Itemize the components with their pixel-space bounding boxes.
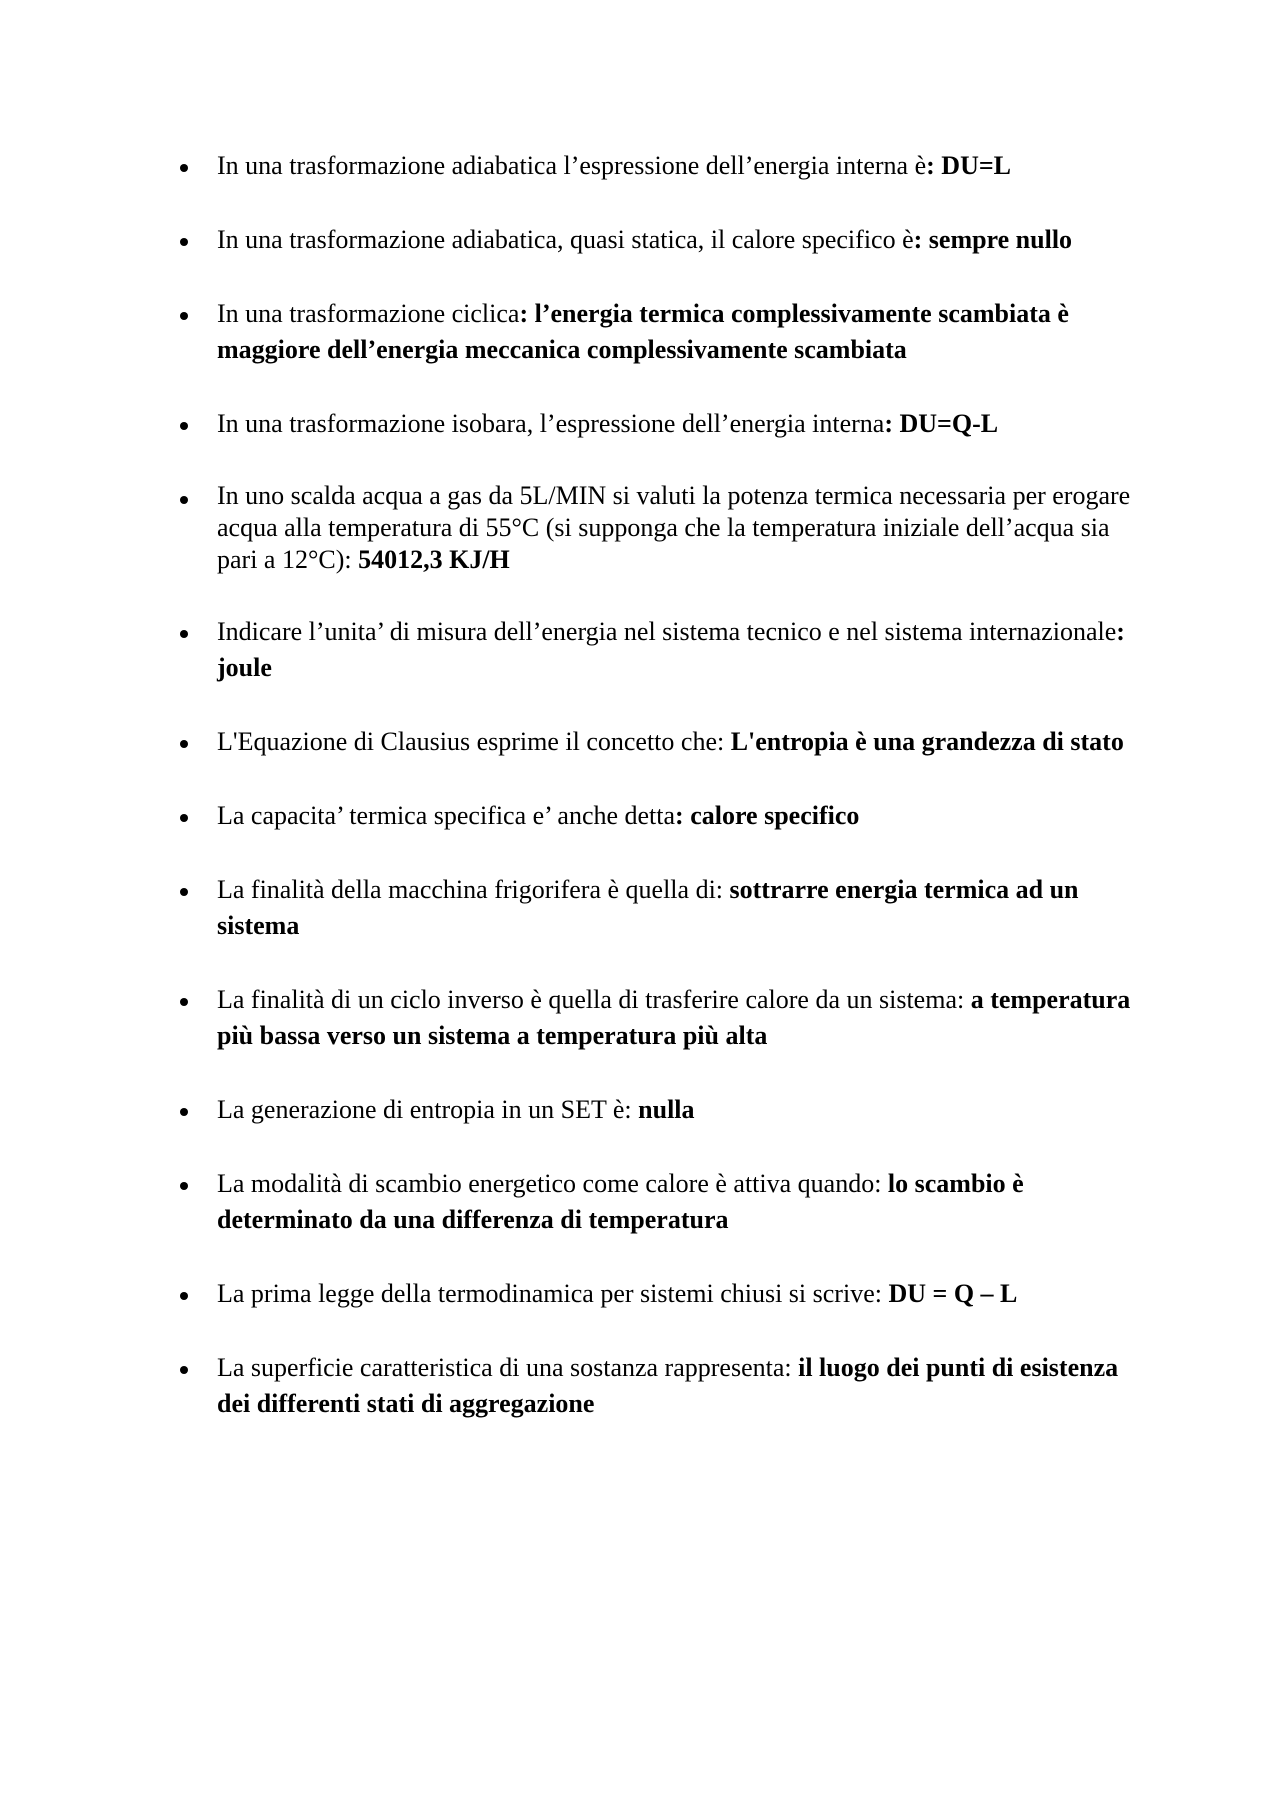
bullet-icon [180, 312, 188, 320]
list-item [174, 1092, 1154, 1128]
list-item [174, 872, 1154, 944]
question-text: In una trasformazione adiabatica l’espressione dell’energia interna è [217, 151, 927, 180]
question-text: In una trasformazione ciclica [217, 299, 520, 328]
question-text: La prima legge della termodinamica per sistemi chiusi si scrive: [217, 1279, 882, 1308]
answer-text: DU = Q – L [881, 1279, 1018, 1308]
bullet-icon [180, 740, 188, 748]
answer-text: a temperatura più bassa verso un sistema a temperatura più alta [217, 985, 1131, 1050]
answer-text: : sempre nullo [913, 225, 1073, 254]
list-item [174, 1276, 1154, 1312]
answer-text: il luogo dei punti di esistenza dei differenti stati di aggregazione [217, 1353, 1119, 1418]
question-text: L'Equazione di Clausius esprime il concetto che: [217, 727, 725, 756]
answer-text: 54012,3 KJ/H [351, 545, 510, 574]
question-text: La capacita’ termica specifica e’ anche detta [217, 801, 676, 830]
answer-text: L'entropia è una grandezza di stato [724, 727, 1124, 756]
list-item [174, 614, 1154, 686]
question-text: La modalità di scambio energetico come calore è attiva quando: [217, 1169, 882, 1198]
list-item [174, 406, 1154, 442]
list-item [174, 798, 1154, 834]
question-text: In una trasformazione adiabatica, quasi statica, il calore specifico è [217, 225, 914, 254]
list-item [174, 222, 1154, 258]
bullet-icon [180, 630, 188, 638]
list-item [174, 724, 1154, 760]
question-text: La finalità della macchina frigorifera è quella di: [217, 875, 724, 904]
question-text: La finalità di un ciclo inverso è quella di trasferire calore da un sistema: [217, 985, 965, 1014]
bullet-icon [180, 998, 188, 1006]
question-text: La generazione di entropia in un SET è: [217, 1095, 632, 1124]
list-item [174, 296, 1154, 368]
answer-text: : DU=Q-L [884, 409, 999, 438]
answer-text: : DU=L [926, 151, 1012, 180]
answer-text: : l’energia termica complessivamente scambiata è maggiore dell’energia meccanica complessivamente scambiata [217, 299, 1069, 364]
bullet-icon [180, 888, 188, 896]
bullet-icon [180, 1292, 188, 1300]
question-text: In uno scalda acqua a gas da 5L/MIN si valuti la potenza termica necessaria per erogare acqua alla temperatura di 55°C (si supponga che la temperatura iniziale dell’acqua sia pari a 12°C): [217, 481, 1131, 574]
question-text: La superficie caratteristica di una sostanza rappresenta: [217, 1353, 792, 1382]
answer-text: lo scambio è determinato da una differenza di temperatura [217, 1169, 1024, 1234]
list-item [174, 982, 1154, 1054]
bullet-icon [180, 496, 188, 504]
bullet-icon [180, 422, 188, 430]
bullet-icon [180, 238, 188, 246]
question-text: In una trasformazione isobara, l’espressione dell’energia interna [217, 409, 885, 438]
answer-text: sottrarre energia termica ad un sistema [217, 875, 1079, 940]
bullet-icon [180, 1108, 188, 1116]
bullet-icon [180, 1182, 188, 1190]
answer-text: : calore specifico [675, 801, 860, 830]
question-text: Indicare l’unita’ di misura dell’energia nel sistema tecnico e nel sistema internazionale [217, 617, 1117, 646]
list-item [174, 480, 1154, 576]
list-item [174, 1350, 1154, 1422]
bullet-icon [180, 164, 188, 172]
bullet-icon [180, 1366, 188, 1374]
answer-text: : joule [217, 617, 1125, 682]
list-item [174, 1166, 1154, 1238]
bullet-icon [180, 814, 188, 822]
qa-list [174, 148, 1154, 1460]
answer-text: nulla [631, 1095, 695, 1124]
list-item [174, 148, 1154, 184]
